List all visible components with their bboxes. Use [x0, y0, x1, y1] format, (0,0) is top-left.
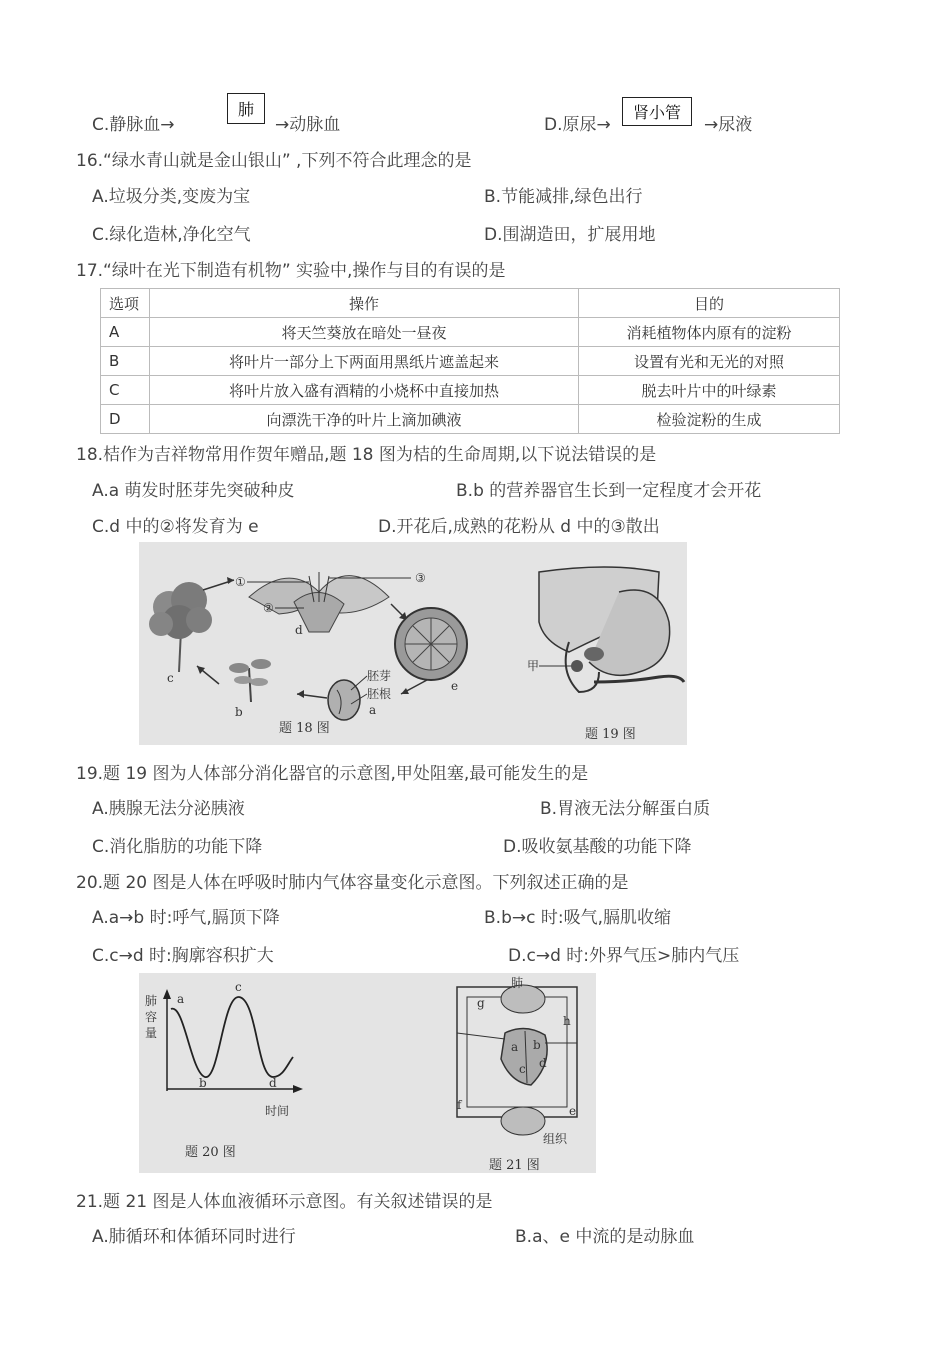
table-row: [101, 347, 840, 376]
xlabel: 时间: [265, 1104, 290, 1118]
figure-18-19: [139, 542, 687, 745]
label-b: b: [235, 705, 243, 719]
q20-option-a: A.a→b 时:呼气,膈顶下降: [92, 908, 280, 928]
table-cell: D: [101, 405, 150, 434]
vessel-label-b: b: [533, 1038, 541, 1052]
curve-label-b: b: [199, 1076, 207, 1090]
q16-stem: 16.“绿水青山就是金山银山” ,下列不符合此理念的是: [76, 151, 472, 171]
table-row: [101, 318, 840, 347]
curve-label-a: a: [177, 992, 185, 1006]
table-cell: B: [101, 347, 150, 376]
q19-option-c: C.消化脂肪的功能下降: [92, 837, 263, 857]
vessel-label-a: a: [511, 1040, 519, 1054]
table-cell: 设置有光和无光的对照: [579, 347, 840, 376]
label-embryo-bud: 胚芽: [367, 669, 392, 683]
curve-label-c: c: [235, 980, 242, 994]
ylabel-2: 容: [145, 1010, 158, 1024]
table-cell: C: [101, 376, 150, 405]
table-header-operation: 操作: [150, 289, 579, 318]
q15-d-suffix: →尿液: [704, 115, 753, 135]
q20-option-d: D.c→d 时:外界气压>肺内气压: [508, 946, 740, 966]
table-cell: 检验淀粉的生成: [579, 405, 840, 434]
caption-18: 题 18 图: [279, 721, 330, 736]
fruit-illustration: [395, 608, 467, 680]
caption-20: 题 20 图: [185, 1145, 236, 1160]
vessel-label-c: c: [519, 1062, 526, 1076]
vessel-label-h: h: [563, 1014, 571, 1028]
q18-option-a: A.a 萌发时胚芽先突破种皮: [92, 481, 295, 501]
digestive-organs-illustration: [539, 567, 684, 692]
vessel-label-g: g: [477, 996, 485, 1010]
table-cell: A: [101, 318, 150, 347]
table-row: [101, 376, 840, 405]
vessel-label-e: e: [569, 1104, 577, 1118]
q15-option-c: [92, 110, 175, 135]
q15-c-suffix: →动脉血: [275, 115, 341, 135]
figure-20-21-drawing: [139, 973, 596, 1173]
lung-label: 肺: [511, 976, 524, 990]
q20-option-b: B.b→c 时:吸气,膈肌收缩: [484, 908, 671, 928]
label-n2: ②: [263, 601, 274, 615]
seedling-illustration: [229, 659, 271, 702]
q21-option-a: A.肺循环和体循环同时进行: [92, 1227, 296, 1247]
q19-stem: 19.题 19 图为人体部分消化器官的示意图,甲处阻塞,最可能发生的是: [76, 764, 589, 784]
ylabel-3: 量: [145, 1026, 158, 1040]
label-jia: 甲: [527, 659, 540, 673]
q15-d-box-text: 肾小管: [622, 97, 692, 126]
q15-d-box: [622, 97, 692, 126]
vessel-label-f: f: [457, 1098, 462, 1112]
q17-table: [100, 288, 840, 434]
lung-volume-curve: [171, 997, 293, 1077]
q18-stem: 18.桔作为吉祥物常用作贺年赠品,题 18 图为桔的生命周期,以下说法错误的是: [76, 445, 657, 465]
caption-21: 题 21 图: [489, 1158, 540, 1173]
table-cell: 将叶片放入盛有酒精的小烧杯中直接加热: [150, 376, 579, 405]
q15-c-prefix: C.静脉血→: [92, 115, 175, 135]
q17-stem: 17.“绿叶在光下制造有机物” 实验中,操作与目的有误的是: [76, 261, 506, 281]
table-row: [101, 405, 840, 434]
figure-18-19-drawing: [139, 542, 687, 745]
vessel-label-d: d: [539, 1056, 547, 1070]
table-header-row: [101, 289, 840, 318]
q15-c-box: [227, 93, 265, 124]
label-d: d: [295, 623, 303, 637]
label-a: a: [369, 703, 377, 717]
label-n1: ①: [235, 575, 246, 589]
q21-stem: 21.题 21 图是人体血液循环示意图。有关叙述错误的是: [76, 1192, 493, 1212]
q19-option-b: B.胃液无法分解蛋白质: [540, 799, 711, 819]
table-cell: 将叶片一部分上下两面用黑纸片遮盖起来: [150, 347, 579, 376]
figure-20-21: [139, 973, 596, 1173]
circulation-illustration: [457, 985, 577, 1135]
q16-option-a: A.垃圾分类,变废为宝: [92, 187, 251, 207]
tree-illustration: [149, 582, 212, 672]
table-cell: 向漂洗干净的叶片上滴加碘液: [150, 405, 579, 434]
label-n3: ③: [415, 571, 426, 585]
label-c: c: [167, 671, 174, 685]
table-cell: 脱去叶片中的叶绿素: [579, 376, 840, 405]
label-e: e: [451, 679, 459, 693]
label-radicle: 胚根: [367, 687, 392, 701]
q19-option-d: D.吸收氨基酸的功能下降: [503, 837, 692, 857]
q15-c-box-text: 肺: [227, 93, 265, 124]
caption-19: 题 19 图: [585, 727, 636, 742]
table-cell: 将天竺葵放在暗处一昼夜: [150, 318, 579, 347]
q16-option-c: C.绿化造林,净化空气: [92, 225, 251, 245]
curve-label-d: d: [269, 1076, 277, 1090]
ylabel-1: 肺: [145, 994, 158, 1008]
table-header-option: 选项: [101, 289, 150, 318]
tissue-label: 组织: [543, 1132, 568, 1146]
table-cell: 消耗植物体内原有的淀粉: [579, 318, 840, 347]
table-header-purpose: 目的: [579, 289, 840, 318]
q20-stem: 20.题 20 图是人体在呼吸时肺内气体容量变化示意图。下列叙述正确的是: [76, 873, 629, 893]
q16-option-d: D.围湖造田，扩展用地: [484, 225, 656, 245]
q19-option-a: A.胰腺无法分泌胰液: [92, 799, 245, 819]
q16-option-b: B.节能减排,绿色出行: [484, 187, 643, 207]
q18-option-b: B.b 的营养器官生长到一定程度才会开花: [456, 481, 762, 501]
q21-option-b: B.a、e 中流的是动脉血: [515, 1227, 695, 1247]
q15-d-prefix: D.原尿→: [544, 115, 611, 135]
q18-option-d: D.开花后,成熟的花粉从 d 中的③散出: [378, 517, 660, 537]
q18-option-c: C.d 中的②将发育为 e: [92, 517, 259, 537]
q20-option-c: C.c→d 时:胸廓容积扩大: [92, 946, 274, 966]
